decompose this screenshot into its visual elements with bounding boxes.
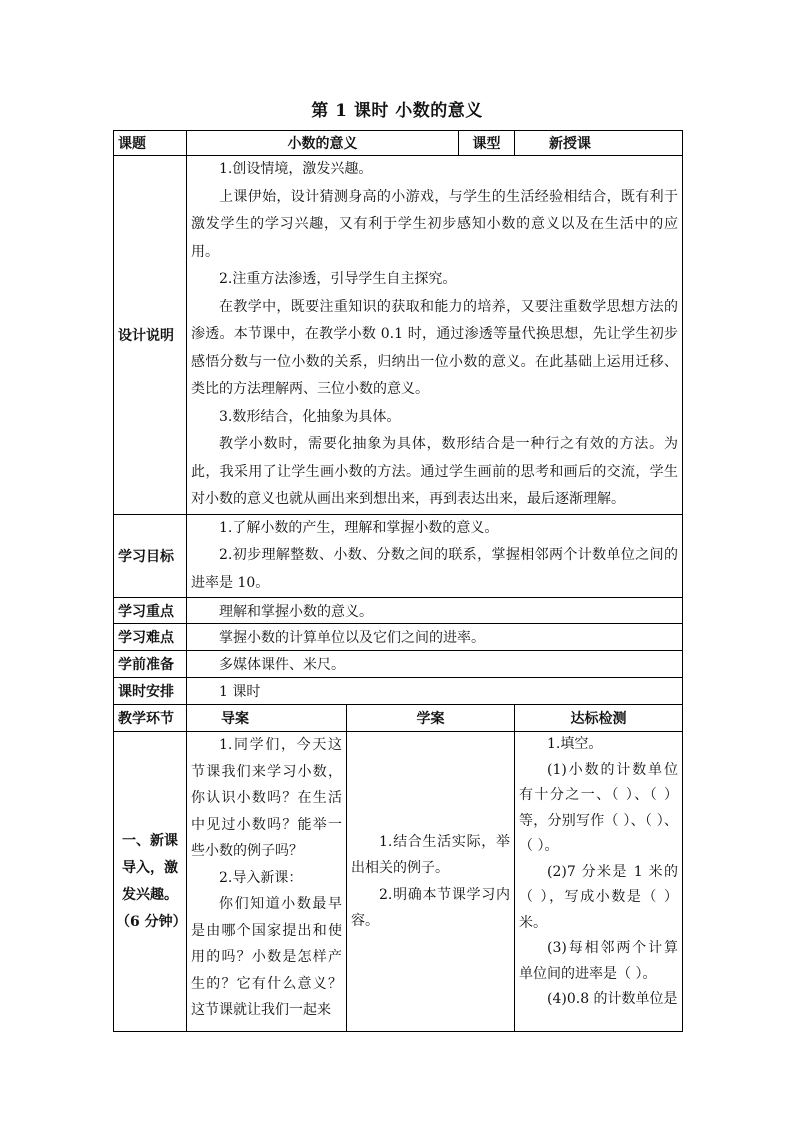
design-paragraph: 上课伊始，设计猜测身高的小游戏，与学生的生活经验相结合，既有利于激发学生的学习兴趣，又有利于学生初步感知小数的意义以及在生活中的应用。 (191, 188, 678, 260)
difficulty-text: 掌握小数的计算单位以及它们之间的进率。 (187, 624, 683, 651)
difficulty-label: 学习难点 (114, 624, 187, 651)
stage1-label-text: 一、新课导入，激发兴趣。（6 分钟） (116, 832, 187, 930)
check-column-header: 达标检测 (515, 705, 683, 732)
study-paragraph: 1.结合生活实际，举出相关的例子。 (351, 833, 510, 876)
preparation-label: 学前准备 (114, 651, 187, 678)
lesson-type-value: 新授课 (515, 131, 683, 156)
guide-paragraph: 1.同学们，今天这节课我们来学习小数，你认识小数吗？在生活中见过小数吗？能举一些小数的例子吗？ (191, 737, 342, 859)
study-paragraph: 2.明确本节课学习内容。 (351, 886, 510, 929)
design-paragraph: 在教学中，既要注重知识的获取和能力的培养，又要注重数学思想方法的渗透。本节课中，在教学小数 0.1 时，通过渗透等量代换思想，先让学生初步感悟分数与一位小数的关系，归纳出一位小数的意义。在此基础上运用迁移、类比的方法理解两、三位小数的意义。 (191, 298, 678, 397)
check-paragraph: 1.填空。 (547, 736, 603, 752)
lesson-type-label: 课型 (459, 131, 515, 156)
guide-paragraph: 你们知道小数最早是由哪个国家提出和使用的吗？小数是怎样产生的？它有什么意义？这节课就让我们一起来 (191, 896, 342, 1018)
design-paragraph: 3.数形结合，化抽象为具体。 (219, 408, 401, 425)
goals-content (187, 514, 683, 598)
design-paragraph: 2.注重方法渗透，引导学生自主探究。 (219, 271, 457, 287)
subject-label: 课题 (114, 131, 187, 156)
stage1-label (114, 732, 187, 1032)
design-notes-content (187, 156, 683, 515)
goals-label: 学习目标 (114, 514, 187, 598)
stage-column-header: 教学环节 (114, 705, 187, 732)
design-paragraph: 教学小数时，需要化抽象为具体，数形结合是一种行之有效的方法。为此，我采用了让学生画小数的方法。通过学生画前的思考和画后的交流，学生对小数的意义也就从画出来到想出来，再到表达出来，最后逐渐理解。 (191, 436, 678, 507)
stage1-guide (187, 732, 347, 1032)
check-paragraph: (3)每相邻两个计算单位间的进率是（ ）。 (519, 940, 678, 982)
goal-item: 1.了解小数的产生，理解和掌握小数的意义。 (219, 519, 499, 536)
stage1-check (515, 732, 683, 1032)
schedule-label: 课时安排 (114, 678, 187, 705)
study-column-header: 学案 (347, 705, 515, 732)
schedule-text: 1 课时 (187, 678, 683, 705)
guide-column-header: 导案 (187, 705, 347, 732)
check-paragraph: (1)小数的计数单位有十分之一、（ ）、（ ）等，分别写作（ ）、（ ）、（ ）。 (519, 761, 678, 854)
check-paragraph: (4)0.8 的计数单位是 (547, 991, 678, 1007)
check-paragraph: (2)7 分米是 1 米的（ ），写成小数是（ ）米。 (519, 863, 678, 931)
subject-value: 小数的意义 (187, 131, 459, 156)
design-paragraph: 1.创设情境，激发兴趣。 (219, 161, 373, 177)
goal-item: 2.初步理解整数、小数、分数之间的联系，掌握相邻两个计数单位之间的进率是 10。 (191, 547, 678, 591)
lesson-plan-table (113, 130, 683, 1032)
preparation-text: 多媒体课件、米尺。 (187, 651, 683, 678)
guide-paragraph: 2.导入新课： (219, 869, 303, 886)
stage1-study (347, 732, 515, 1032)
key-point-label: 学习重点 (114, 598, 187, 624)
key-point-text: 理解和掌握小数的意义。 (187, 598, 683, 624)
page-title: 第 1 课时 小数的意义 (311, 101, 483, 121)
design-notes-label: 设计说明 (114, 156, 187, 515)
